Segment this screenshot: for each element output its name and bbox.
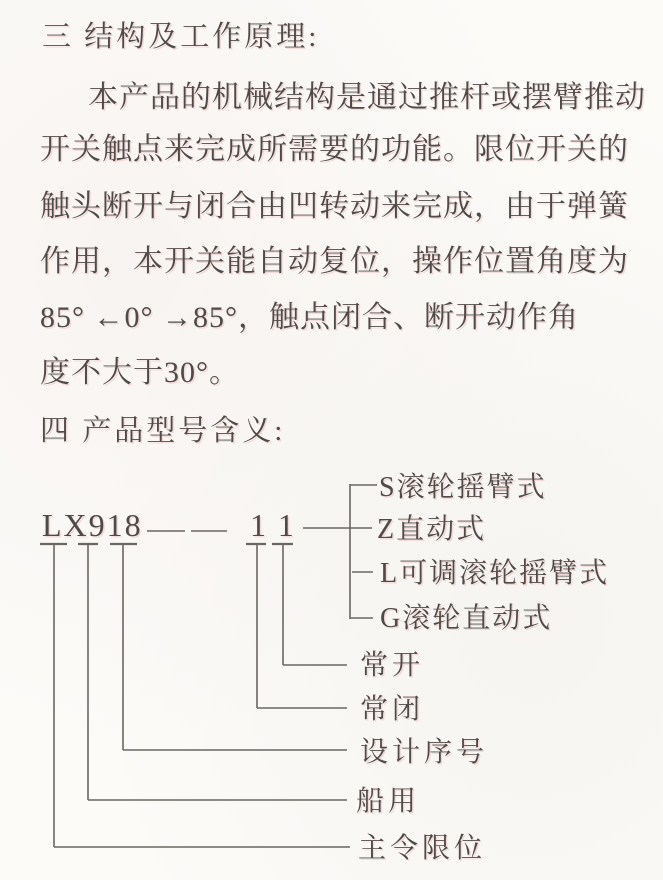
leader-label-design-serial: 设计序号 — [360, 737, 489, 768]
paragraph-line-5: 85° ←0° →85°，触点闭合、断开动作角 — [40, 301, 579, 334]
leader-label-normally-open: 常开 — [360, 650, 425, 681]
branch-label-z: Z直动式 — [377, 514, 487, 545]
paragraph-line-3: 触头断开与闭合由凹转动来完成，由于弹簧 — [40, 190, 629, 223]
model-prefix: LX918 — [42, 507, 143, 543]
section-3-heading: 三 结构及工作原理: — [42, 21, 320, 53]
paragraph-line-1: 本产品的机械结构是通过推杆或摆臂推动 — [88, 81, 646, 114]
paragraph-line-4: 作用，本开关能自动复位，操作位置角度为 — [40, 245, 629, 278]
branch-label-l: L可调滚轮摇臂式 — [380, 558, 610, 589]
paragraph-line-6: 度不大于30°。 — [40, 356, 240, 389]
model-digits: 11 — [250, 507, 307, 543]
section-4-heading: 四 产品型号含义: — [40, 415, 286, 447]
leader-label-master-limit: 主令限位 — [358, 833, 487, 864]
leader-label-normally-closed: 常闭 — [360, 694, 425, 725]
branch-label-g: G滚轮直动式 — [380, 603, 553, 634]
branch-label-s: S滚轮摇臂式 — [379, 472, 547, 503]
leader-label-marine-use: 船用 — [356, 786, 421, 817]
paragraph-line-2: 开关触点来完成所需要的功能。限位开关的 — [40, 133, 629, 166]
